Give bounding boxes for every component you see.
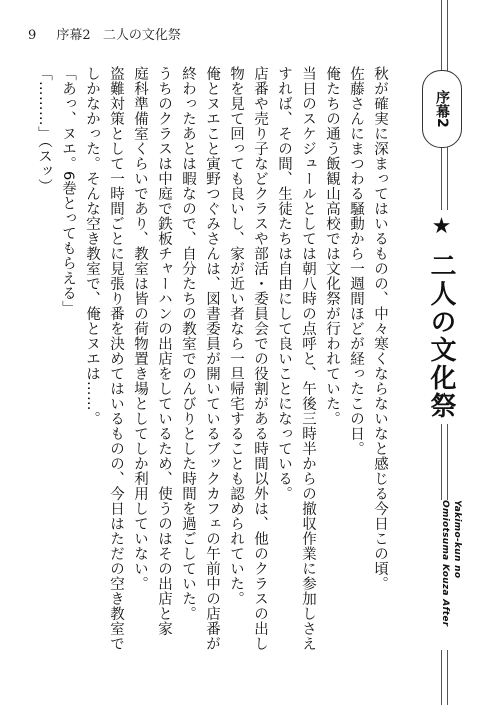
- series-logo-line: Yakimo-kun no: [452, 500, 462, 579]
- header-chapter: 二人の文化祭: [102, 28, 181, 43]
- chapter-title-text: 二人の文化祭: [426, 252, 456, 421]
- series-logo: [428, 500, 462, 650]
- text-line: すれば、その間、生徒たちは自由にして良いことになっている。: [276, 66, 292, 501]
- section-badge: [422, 70, 462, 148]
- dialogue-line: 「あっ、ヌエ。6巻とってもらえる」: [60, 66, 76, 316]
- page-number: 9: [28, 28, 37, 43]
- text-line: 俺とヌエこと寅野つぐみさんは、図書委員が開いているブックカフェの午前中の店番が: [204, 66, 220, 651]
- text-line: 当日のスケジュールとしては朝八時の点呼と、午後三時半からの撤収作業に参加しさえ: [300, 66, 316, 651]
- chapter-title: [423, 210, 460, 424]
- text-line: 佐藤さんにまつわる騒動から一週間ほどが経ったこの日。: [348, 66, 364, 456]
- star-icon: ★: [429, 214, 454, 241]
- text-line: 店番や売り子などクラスや部活・委員会での役割がある時間以外は、他のクラスの出し: [252, 66, 268, 651]
- text-line: しかなかった。そんな空き教室で、俺とヌエは……。: [84, 66, 100, 426]
- text-line: 物を見て回っても良いし、家が近い者なら一旦帰宅することも認められていた。: [228, 66, 244, 606]
- section-badge-label: 序幕2: [434, 90, 450, 128]
- text-line: 秋が確実に深まってはいるものの、中々寒くならないなと感じる今日この頃。: [372, 66, 388, 591]
- running-header: [28, 24, 181, 43]
- text-line: 俺たちの通う飯観山高校では文化祭が行われていた。: [324, 66, 340, 426]
- dialogue-line: 「………」（スッ）: [36, 66, 52, 194]
- text-line: うちのクラスは中庭で鉄板チャーハンの出店をしているため、使うのはその出店と家: [156, 66, 172, 636]
- header-section: 序幕2: [56, 28, 91, 43]
- text-line: 終わったあとは暇なので、自分たちの教室でのんびりとした時間を過ごしていた。: [180, 66, 196, 621]
- series-logo-line: Omiotsuma Kouza After: [440, 500, 450, 627]
- text-line: 庭科準備室くらいであり、教室は皆の荷物置き場としてしか利用していない。: [132, 66, 148, 591]
- body-text: [32, 66, 392, 678]
- text-line: 盗難対策として一時間ごとに見張り番を決めてはいるものの、今日はただの空き教室で: [108, 66, 124, 651]
